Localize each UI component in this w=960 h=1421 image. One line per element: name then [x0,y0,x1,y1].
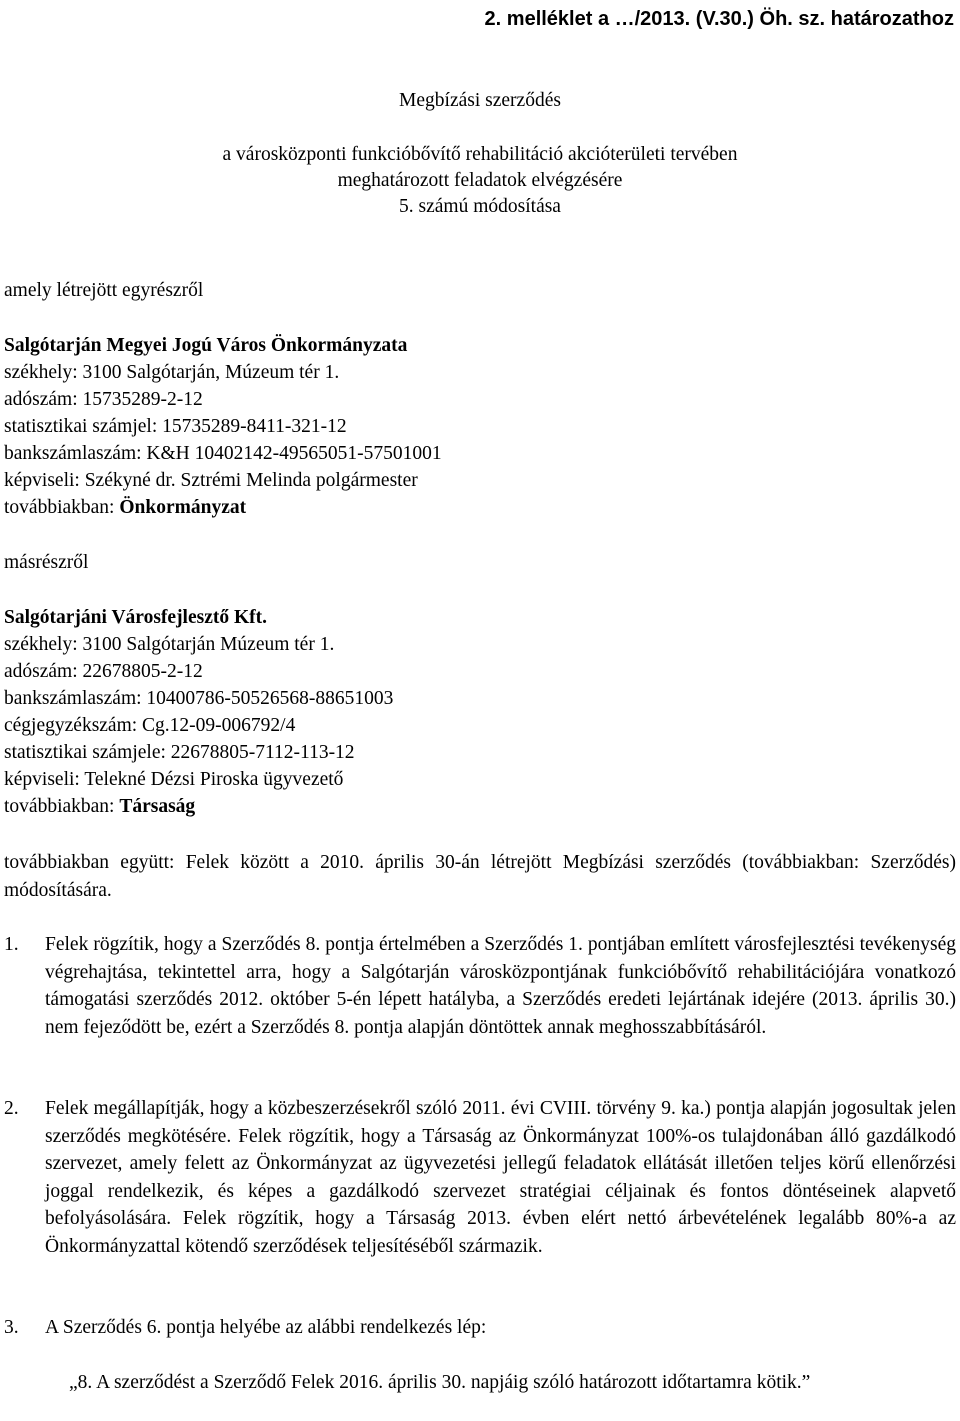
item-text: A Szerződés 6. pontja helyébe az alábbi rendelkezés lép: [45,1317,487,1338]
party-1-stat: statisztikai számjel: 15735289-8411-321-12 [4,416,347,437]
party-2-alias [4,794,195,820]
party-1-seat: székhely: 3100 Salgótarján, Múzeum tér 1. [4,362,340,383]
party-2-stat: statisztikai számjele: 22678805-7112-113-12 [4,742,355,763]
party-2-seat: székhely: 3100 Salgótarján Múzeum tér 1. [4,634,335,655]
title-line: Megbízási szerződés [399,90,561,111]
alias-name: Önkormányzat [119,497,247,518]
title-line: meghatározott feladatok elvégzésére [337,170,623,191]
other-side-text: másrészről [4,552,89,573]
numbered-item [4,931,956,1041]
numbered-item [4,1314,956,1342]
alias-prefix: továbbiakban: [4,796,120,817]
party-1-rep: képviseli: Székyné dr. Sztrémi Melinda polgármester [4,470,418,491]
party-1-name: Salgótarján Megyei Jogú Város Önkormányzata [4,335,408,356]
party-2-rep: képviseli: Telekné Dézsi Piroska ügyvezető [4,769,344,790]
item-number: 3. [4,1317,19,1338]
together-paragraph: továbbiakban együtt: Felek között a 2010. április 30-án létrejött Megbízási szerződés (továbbiakban: Szerződés) módosítására. [4,852,956,901]
party-2-bank: bankszámlaszám: 10400786-50526568-88651003 [4,688,394,709]
alias-name: Társaság [119,796,196,817]
title-line: a városközponti funkcióbővítő rehabilitáció akcióterületi tervében [222,144,738,165]
numbered-item [4,1095,956,1260]
item-number: 1. [4,934,19,955]
party-2-name: Salgótarjáni Városfejlesztő Kft. [4,607,268,628]
alias-prefix: továbbiakban: [4,497,120,518]
party-1-alias [4,495,246,521]
annex-reference: 2. melléklet a …/2013. (V.30.) Öh. sz. határozathoz [484,8,954,30]
title-line: 5. számú módosítása [399,196,561,217]
party-2-tax: adószám: 22678805-2-12 [4,661,203,682]
party-2-reg: cégjegyzékszám: Cg.12-09-006792/4 [4,715,296,736]
party-1-bank: bankszámlaszám: K&H 10402142-49565051-57501001 [4,443,442,464]
item-text: Felek rögzítik, hogy a Szerződés 8. pontja értelmében a Szerződés 1. pontjában említett városfejlesztési tevékenység végrehajtása, tekintettel arra, hogy a Salgótarján városközpontjának funkcióbővítő rehabilitációjára vonatkozó támogatási szerződés 2012. október 5-én lépett hatályba, a Szerződés eredeti lejártának idejére (2013. április 30.) nem fejeződött be, ezért a Szerződés 8. pontja alapján döntöttek annak meghosszabbításáról. [45,934,956,1038]
item-text: Felek megállapítják, hogy a közbeszerzésekről szóló 2011. évi CVIII. törvény 9. ka.) pontja alapján jogosultak jelen szerződés megkötésére. Felek rögzítik, hogy a Társaság az Önkormányzat 100%-os tulajdonában álló gazdálkodó szervezet, amely felett az Önkormányzat az ügyvezetési jellegű feladatok ellátását illetően teljes körű ellenőrzési joggal rendelkezik, és képes a gazdálkodó szervezet stratégiai céljainak és fontos döntéseinek alapvető befolyásolására. Felek rögzítik, hogy a Társaság 2013. évben elért nettó árbevételének legalább 80%-a az Önkormányzattal kötendő szerződések teljesítéséből származik. [45,1098,956,1257]
intro-text: amely létrejött egyrészről [4,280,204,301]
party-1-tax: adószám: 15735289-2-12 [4,389,203,410]
document-title [0,88,960,220]
item-number: 2. [4,1098,19,1119]
quoted-provision: „8. A szerződést a Szerződő Felek 2016. április 30. napjáig szóló határozott időtartamra kötik.” [69,1372,811,1393]
